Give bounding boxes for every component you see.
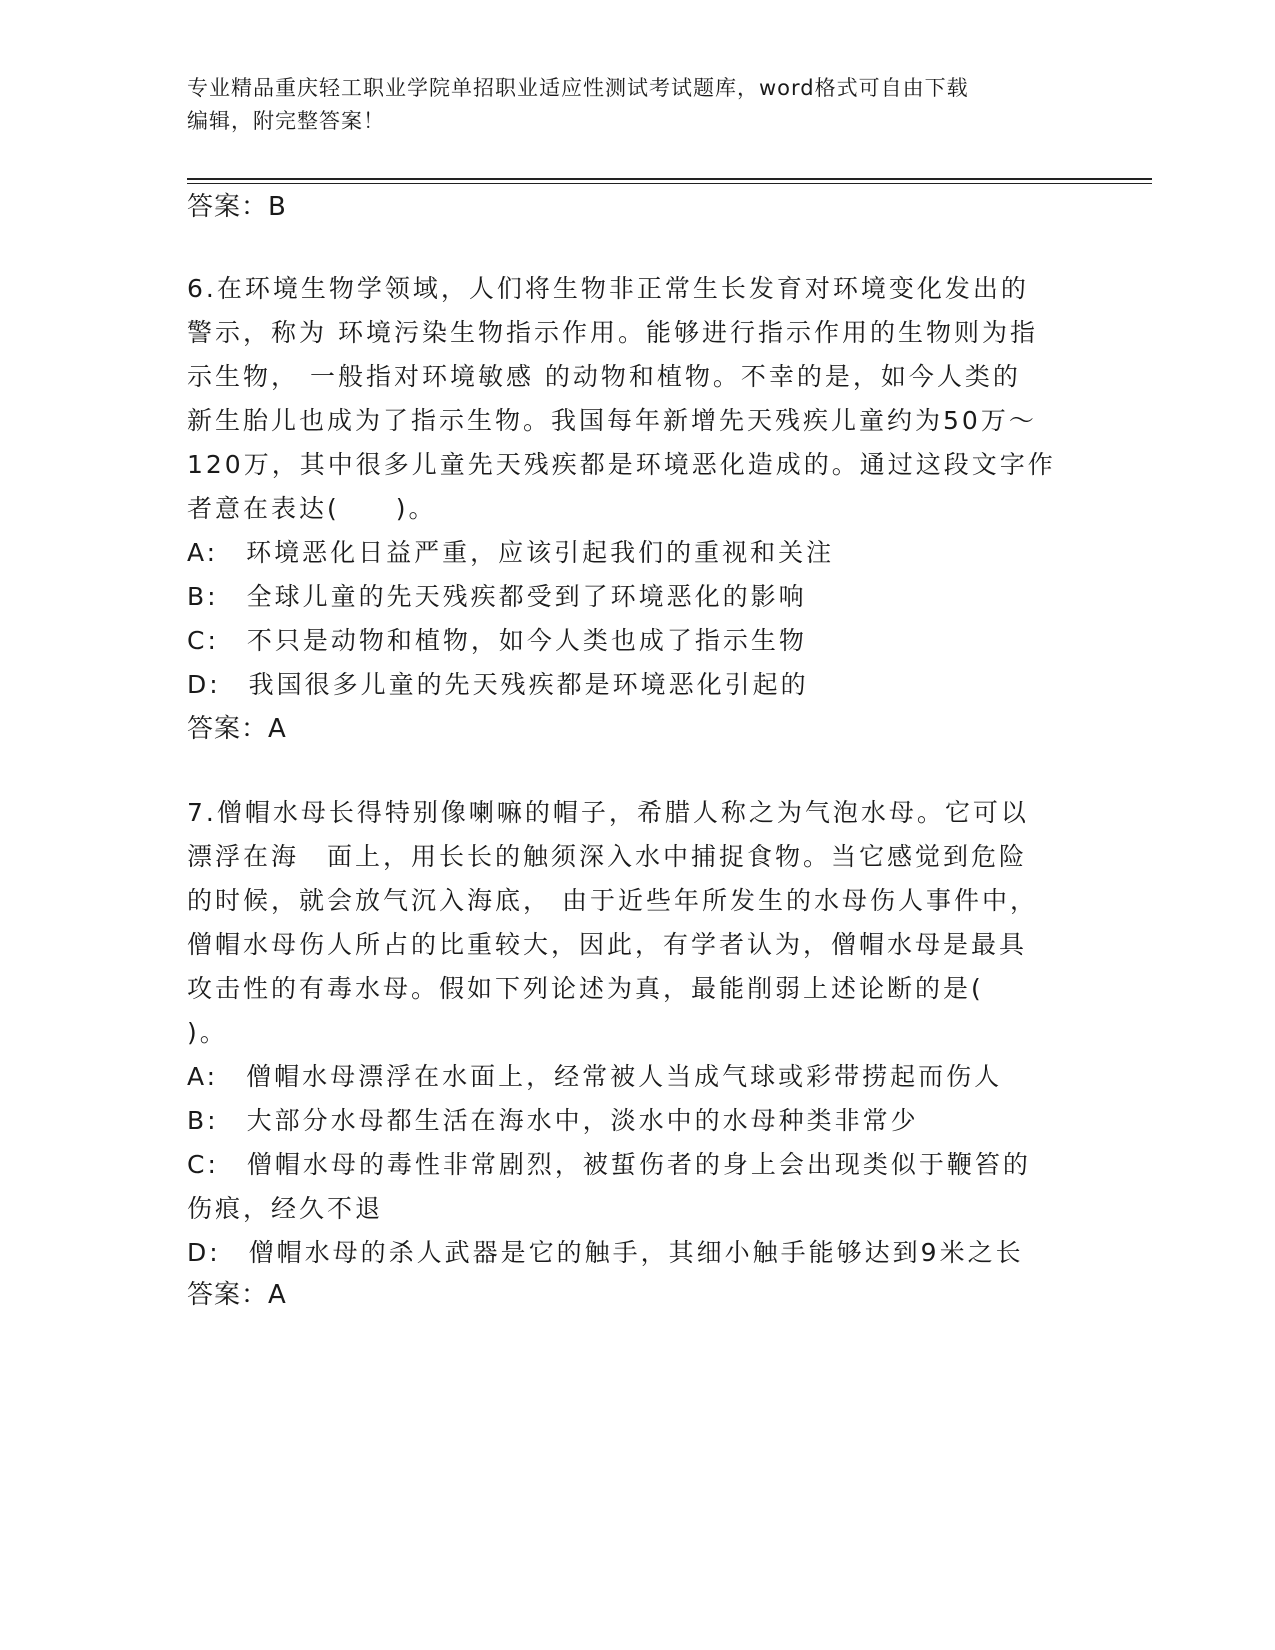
q6-stem-line: 新生胎儿也成为了指示生物。我国每年新增先天残疾儿童约为50万～ xyxy=(187,406,1037,435)
q6-stem-line: 示生物， 一般指对环境敏感 的动物和植物。不幸的是，如今人类的 xyxy=(187,362,1021,391)
q6-stem-line: 120万，其中很多儿童先天残疾都是环境恶化造成的。通过这段文字作 xyxy=(187,450,1056,479)
q6-stem-line: 6.在环境生物学领域，人们将生物非正常生长发育对环境变化发出的 xyxy=(187,274,1029,303)
q7-option-b: B: 大部分水母都生活在海水中，淡水中的水母种类非常少 xyxy=(187,1106,919,1135)
q7-stem-line: 僧帽水母伤人所占的比重较大，因此，有学者认为，僧帽水母是最具 xyxy=(187,930,1028,959)
q7-stem-line: 攻击性的有毒水母。假如下列论述为真，最能削弱上述论断的是( xyxy=(187,974,984,1003)
q7-option-a: A: 僧帽水母漂浮在水面上，经常被人当成气球或彩带捞起而伤人 xyxy=(187,1062,1003,1091)
q6-option-b: B: 全球儿童的先天残疾都受到了环境恶化的影响 xyxy=(187,582,807,611)
q7-stem-line: 7.僧帽水母长得特别像喇嘛的帽子，希腊人称之为气泡水母。它可以 xyxy=(187,798,1029,827)
header-line-1: 专业精品重庆轻工职业学院单招职业适应性测试考试题库，word格式可自由下载 xyxy=(187,76,969,100)
q7-option-c: C: 僧帽水母的毒性非常剧烈，被蜇伤者的身上会出现类似于鞭笞的 xyxy=(187,1150,1031,1179)
header-line-2: 编辑，附完整答案！ xyxy=(187,109,385,133)
q7-option-c-continued: 伤痕，经久不退 xyxy=(187,1194,384,1223)
page-header xyxy=(187,72,1067,138)
q6-option-d: D: 我国很多儿童的先天残疾都是环境恶化引起的 xyxy=(187,670,809,699)
q6-option-a: A: 环境恶化日益严重，应该引起我们的重视和关注 xyxy=(187,538,835,567)
q7-option-d: D: 僧帽水母的杀人武器是它的触手，其细小触手能够达到9米之长 xyxy=(187,1238,1024,1267)
q6-stem-line: 警示，称为 环境污染生物指示作用。能够进行指示作用的生物则为指 xyxy=(187,318,1038,347)
header-rule-thin xyxy=(187,183,1152,184)
q6-stem-line: 者意在表达( )。 xyxy=(187,494,437,523)
q6-answer: 答案：A xyxy=(187,714,287,744)
q7-stem-line: 的时候，就会放气沉入海底， 由于近些年所发生的水母伤人事件中， xyxy=(187,886,1038,915)
q7-stem-line: 漂浮在海 面上，用长长的触须深入水中捕捉食物。当它感觉到危险 xyxy=(187,842,1028,871)
header-rule-thick xyxy=(187,178,1152,180)
q7-stem-line: )。 xyxy=(187,1018,228,1047)
answer-q5: 答案：B xyxy=(187,192,287,222)
q7-answer: 答案：A xyxy=(187,1280,287,1310)
q6-option-c: C: 不只是动物和植物，如今人类也成了指示生物 xyxy=(187,626,807,655)
